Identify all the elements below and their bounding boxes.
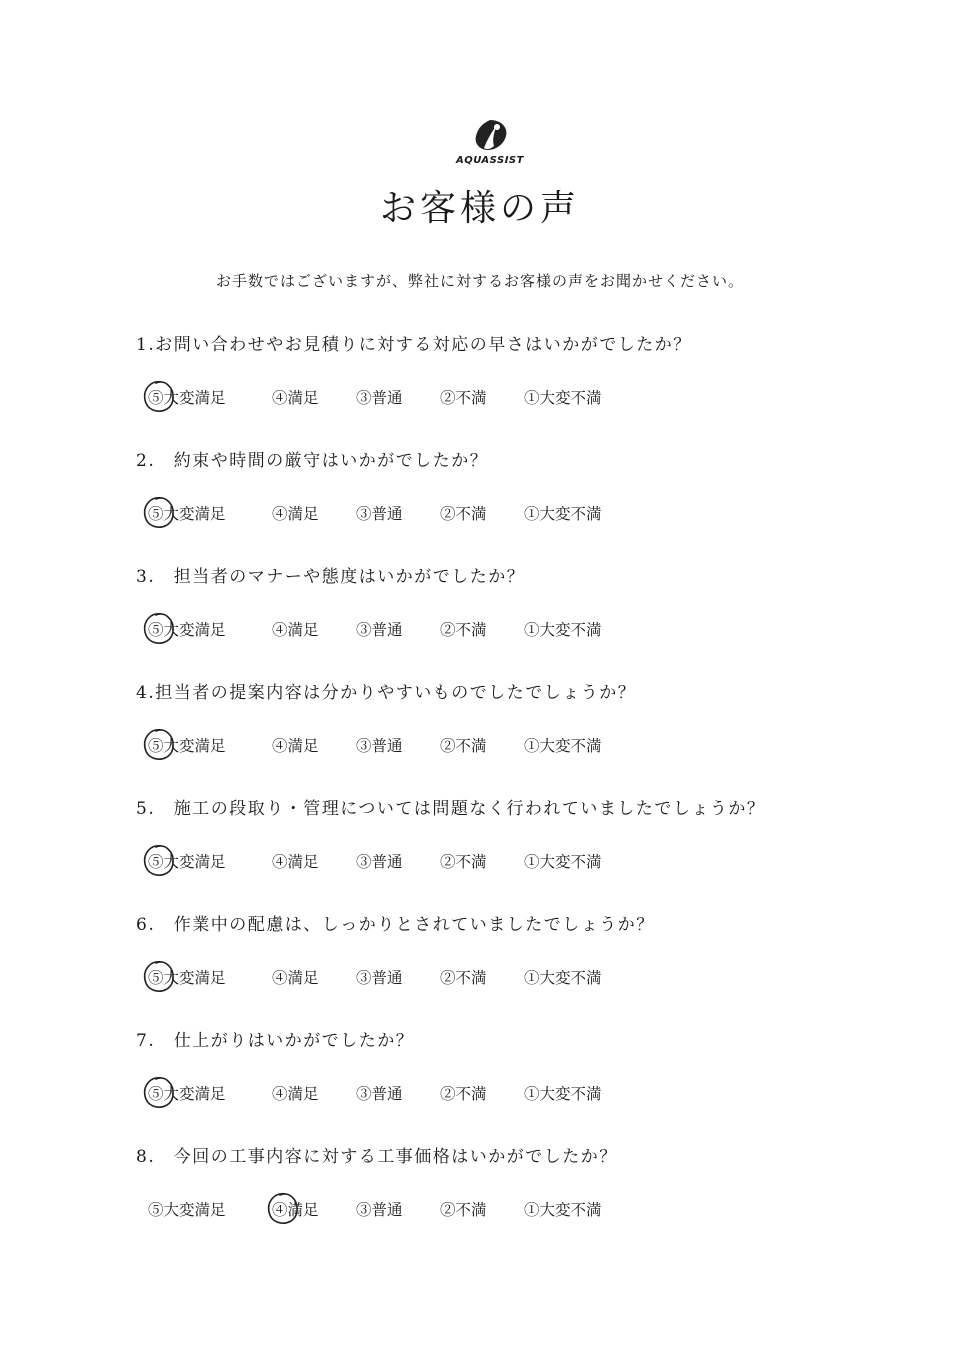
- answer-option-label: ③普通: [356, 969, 403, 987]
- answer-option[interactable]: [356, 1082, 403, 1104]
- answer-option[interactable]: [524, 386, 602, 408]
- answer-option[interactable]: [148, 1198, 226, 1220]
- question-2: [0, 446, 960, 546]
- question-text: 5. 施工の段取り・管理については問題なく行われていましたでしょうか？: [136, 799, 766, 819]
- answer-option-label: ④満足: [272, 1085, 319, 1103]
- answer-option[interactable]: [440, 1198, 487, 1220]
- answer-option[interactable]: [440, 850, 487, 872]
- answer-option[interactable]: [356, 966, 403, 988]
- answer-option[interactable]: [148, 618, 226, 640]
- question-1: [0, 330, 960, 430]
- answer-option[interactable]: [440, 1082, 487, 1104]
- question-text: 2. 約束や時間の厳守はいかがでしたか？: [136, 451, 489, 471]
- answer-option[interactable]: [148, 386, 226, 408]
- answer-option[interactable]: [272, 734, 319, 756]
- answer-option-label: ⑤大変満足: [148, 621, 226, 639]
- question-5: [0, 794, 960, 894]
- company-logo: [450, 118, 530, 174]
- question-text: 4.担当者の提案内容は分かりやすいものでしたでしょうか？: [136, 683, 637, 703]
- answer-option[interactable]: [272, 850, 319, 872]
- answer-option[interactable]: [356, 502, 403, 524]
- answer-option[interactable]: [272, 1082, 319, 1104]
- answer-option[interactable]: [356, 734, 403, 756]
- answer-option-label: ①大変不満: [524, 853, 602, 871]
- answer-option[interactable]: [148, 850, 226, 872]
- answer-option-label: ①大変不満: [524, 389, 602, 407]
- answer-option-label: ②不満: [440, 853, 487, 871]
- answer-option-label: ③普通: [356, 389, 403, 407]
- answer-option[interactable]: [272, 386, 319, 408]
- answer-option[interactable]: [356, 850, 403, 872]
- answer-option[interactable]: [524, 734, 602, 756]
- answer-option-label: ②不満: [440, 1201, 487, 1219]
- answer-option[interactable]: [440, 618, 487, 640]
- answer-option-label: ①大変不満: [524, 969, 602, 987]
- answer-option[interactable]: [356, 618, 403, 640]
- answer-option-label: ②不満: [440, 621, 487, 639]
- question-3: [0, 562, 960, 662]
- answer-option[interactable]: [524, 966, 602, 988]
- answer-option[interactable]: [272, 966, 319, 988]
- answer-option[interactable]: [356, 386, 403, 408]
- answer-option-label: ⑤大変満足: [148, 969, 226, 987]
- answer-option-label: ②不満: [440, 389, 487, 407]
- answer-option[interactable]: [524, 850, 602, 872]
- answer-option-label: ①大変不満: [524, 1085, 602, 1103]
- answer-option-label: ①大変不満: [524, 1201, 602, 1219]
- answer-option[interactable]: [148, 502, 226, 524]
- answer-option-label: ④満足: [272, 505, 319, 523]
- answer-option[interactable]: [272, 502, 319, 524]
- answer-option-label: ⑤大変満足: [148, 1201, 226, 1219]
- answer-option-label: ⑤大変満足: [148, 737, 226, 755]
- answer-option-label: ①大変不満: [524, 737, 602, 755]
- answer-option-label: ③普通: [356, 853, 403, 871]
- question-text: 6. 作業中の配慮は、しっかりとされていましたでしょうか？: [136, 915, 655, 935]
- answer-option-label: ⑤大変満足: [148, 389, 226, 407]
- answer-option-label: ④満足: [272, 1201, 319, 1219]
- answer-option-label: ④満足: [272, 737, 319, 755]
- answer-option-label: ②不満: [440, 737, 487, 755]
- answer-option[interactable]: [148, 734, 226, 756]
- question-text: 7. 仕上がりはいかがでしたか？: [136, 1031, 415, 1051]
- answer-option[interactable]: [440, 734, 487, 756]
- question-text: 8. 今回の工事内容に対する工事価格はいかがでしたか？: [136, 1147, 618, 1167]
- question-4: [0, 678, 960, 778]
- answer-option-label: ③普通: [356, 621, 403, 639]
- answer-option[interactable]: [524, 502, 602, 524]
- answer-option-label: ⑤大変満足: [148, 505, 226, 523]
- answer-option-label: ②不満: [440, 1085, 487, 1103]
- answer-option-label: ⑤大変満足: [148, 1085, 226, 1103]
- question-6: [0, 910, 960, 1010]
- page-title: お客様の声: [379, 188, 580, 229]
- intro-text: お手数ではございますが、弊社に対するお客様の声をお聞かせください。: [215, 272, 744, 290]
- answer-option-label: ③普通: [356, 505, 403, 523]
- question-7: [0, 1026, 960, 1126]
- answer-option[interactable]: [524, 1198, 602, 1220]
- answer-option[interactable]: [440, 502, 487, 524]
- logo-mark-icon: [470, 118, 510, 154]
- answer-option-label: ⑤大変満足: [148, 853, 226, 871]
- answer-option[interactable]: [440, 386, 487, 408]
- answer-option-label: ①大変不満: [524, 621, 602, 639]
- answer-option-label: ④満足: [272, 621, 319, 639]
- answer-option[interactable]: [524, 618, 602, 640]
- question-text: 1.お問い合わせやお見積りに対する対応の早さはいかがでしたか？: [136, 335, 692, 355]
- answer-option-label: ③普通: [356, 1201, 403, 1219]
- answer-option[interactable]: [148, 1082, 226, 1104]
- answer-option[interactable]: [356, 1198, 403, 1220]
- answer-option[interactable]: [272, 1198, 319, 1220]
- answer-option-label: ①大変不満: [524, 505, 602, 523]
- question-text: 3. 担当者のマナーや態度はいかがでしたか？: [136, 567, 526, 587]
- answer-option[interactable]: [524, 1082, 602, 1104]
- answer-option-label: ③普通: [356, 737, 403, 755]
- answer-option-label: ④満足: [272, 389, 319, 407]
- answer-option-label: ④満足: [272, 969, 319, 987]
- answer-option-label: ③普通: [356, 1085, 403, 1103]
- answer-option-label: ②不満: [440, 505, 487, 523]
- answer-option[interactable]: [148, 966, 226, 988]
- logo-text: AQUASSIST: [456, 155, 524, 166]
- answer-option[interactable]: [440, 966, 487, 988]
- answer-option[interactable]: [272, 618, 319, 640]
- answer-option-label: ④満足: [272, 853, 319, 871]
- answer-option-label: ②不満: [440, 969, 487, 987]
- question-8: [0, 1142, 960, 1242]
